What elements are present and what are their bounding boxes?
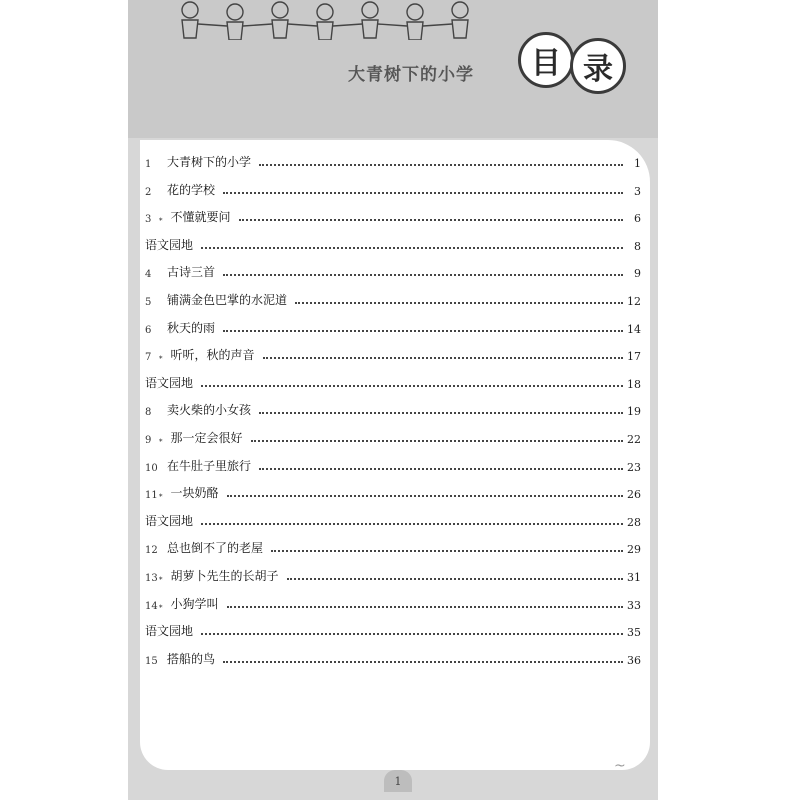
toc-page-number: 23 <box>627 460 641 474</box>
toc-lesson-title: 秋天的雨 <box>167 320 216 335</box>
toc-leader-dots <box>239 218 623 221</box>
toc-page-number: 8 <box>634 239 641 253</box>
toc-row <box>145 148 641 170</box>
toc-page-number: 3 <box>634 184 641 198</box>
toc-lesson-number: 8 <box>145 407 152 419</box>
toc-leader-dots <box>223 329 623 332</box>
toc-lesson-title: 小狗学叫 <box>170 596 219 611</box>
toc-row <box>145 176 641 198</box>
toc-section-title: 语文园地 <box>145 624 194 639</box>
toc-row <box>145 396 641 418</box>
toc-row <box>145 286 641 308</box>
toc-lesson-title: 听听，秋的声音 <box>170 348 255 363</box>
toc-leader-dots <box>259 163 623 166</box>
toc-page-number: 1 <box>634 157 641 170</box>
toc-lesson-number: 3 <box>145 214 152 226</box>
toc-row <box>145 452 641 474</box>
background-title: 大青树下的小学 <box>348 65 474 85</box>
title-char-2: 录 <box>570 38 626 94</box>
toc-page-number: 36 <box>627 653 641 667</box>
toc-page-number: 22 <box>627 433 641 446</box>
toc-lesson-title: 花的学校 <box>167 182 216 197</box>
toc-leader-dots <box>227 494 623 497</box>
toc-page-number: 26 <box>627 488 641 502</box>
toc-page-number: 17 <box>627 350 641 364</box>
toc-leader-dots <box>223 660 623 663</box>
title-char-1: 目 <box>518 32 574 88</box>
toc-row <box>145 203 641 225</box>
toc-lesson-number: 4 <box>145 269 152 281</box>
corner-mark: ~ <box>614 758 626 774</box>
toc-row <box>145 424 641 446</box>
toc-page-number: 19 <box>627 405 641 419</box>
toc-lesson-title: 卖火柴的小女孩 <box>167 403 252 418</box>
toc-leader-dots <box>271 549 623 552</box>
toc-lesson-title: 那一定会很好 <box>170 431 243 445</box>
toc-lesson-title: 铺满金色巴掌的水泥道 <box>167 293 288 307</box>
toc-leader-dots <box>227 605 623 608</box>
toc-page-number: 6 <box>634 212 641 226</box>
toc-lesson-number: 11 <box>145 490 158 502</box>
toc-page-number: 14 <box>627 322 641 336</box>
toc-row <box>145 231 641 253</box>
toc-section-title: 语文园地 <box>145 513 194 528</box>
toc-optional-mark: * <box>159 493 163 502</box>
toc-lesson-number: 15 <box>145 655 158 667</box>
toc-page-number: 18 <box>627 377 641 391</box>
page-number: 1 <box>384 770 412 792</box>
toc-page-number: 28 <box>627 515 641 529</box>
toc-section-title: 语文园地 <box>145 237 194 252</box>
toc-page-number: 31 <box>627 571 641 584</box>
toc-lesson-number: 9 <box>145 435 152 446</box>
toc-lesson-number: 1 <box>145 159 152 170</box>
toc-row <box>145 507 641 529</box>
toc-optional-mark: * <box>159 438 163 446</box>
toc-row <box>145 314 641 336</box>
toc-row <box>145 341 641 363</box>
toc-row <box>145 369 641 391</box>
toc-leader-dots <box>201 246 623 249</box>
toc-row <box>145 590 641 612</box>
toc-section-title: 语文园地 <box>145 375 194 390</box>
toc-lesson-title: 总也倒不了的老屋 <box>167 541 264 556</box>
toc-row <box>145 562 641 584</box>
toc-leader-dots <box>201 384 623 387</box>
toc-optional-mark: * <box>159 603 163 612</box>
toc-optional-mark: * <box>159 217 163 226</box>
toc-row <box>145 479 641 501</box>
toc-lesson-number: 7 <box>145 352 152 364</box>
toc-leader-dots <box>259 411 623 414</box>
toc-row <box>145 258 641 280</box>
toc-lesson-number: 10 <box>145 462 158 474</box>
toc-page-number: 29 <box>627 543 641 557</box>
toc-leader-dots <box>263 356 623 359</box>
toc-lesson-title: 古诗三首 <box>167 265 216 280</box>
toc-leader-dots <box>201 522 623 525</box>
toc-page-number: 9 <box>634 267 641 281</box>
toc-page-number: 35 <box>627 626 641 640</box>
toc-optional-mark: * <box>159 576 163 584</box>
toc-lesson-title: 一块奶酪 <box>170 486 219 501</box>
toc-lesson-number: 5 <box>145 297 152 308</box>
toc-page-number: 12 <box>627 295 641 308</box>
toc-lesson-number: 12 <box>145 545 158 557</box>
toc-lesson-title: 不懂就要问 <box>170 210 231 225</box>
toc-leader-dots <box>287 577 623 580</box>
toc-lesson-number: 14 <box>145 600 158 612</box>
toc-leader-dots <box>295 301 623 304</box>
toc-lesson-title: 在牛肚子里旅行 <box>167 458 252 473</box>
toc-leader-dots <box>251 439 623 442</box>
toc-lesson-number: 2 <box>145 186 152 198</box>
toc-leader-dots <box>259 467 623 470</box>
toc-leader-dots <box>223 191 623 194</box>
toc-row <box>145 617 641 639</box>
toc-lesson-number: 13 <box>145 573 158 584</box>
toc-leader-dots <box>201 632 623 635</box>
toc-row <box>145 534 641 556</box>
toc-lesson-title: 搭船的鸟 <box>167 651 216 666</box>
toc-page-number: 33 <box>627 598 641 612</box>
toc-optional-mark: * <box>159 355 163 364</box>
toc-leader-dots <box>223 273 623 276</box>
toc-lesson-number: 6 <box>145 324 152 336</box>
toc-lesson-title: 大青树下的小学 <box>167 155 252 169</box>
toc-row <box>145 645 641 667</box>
toc-lesson-title: 胡萝卜先生的长胡子 <box>170 569 279 583</box>
